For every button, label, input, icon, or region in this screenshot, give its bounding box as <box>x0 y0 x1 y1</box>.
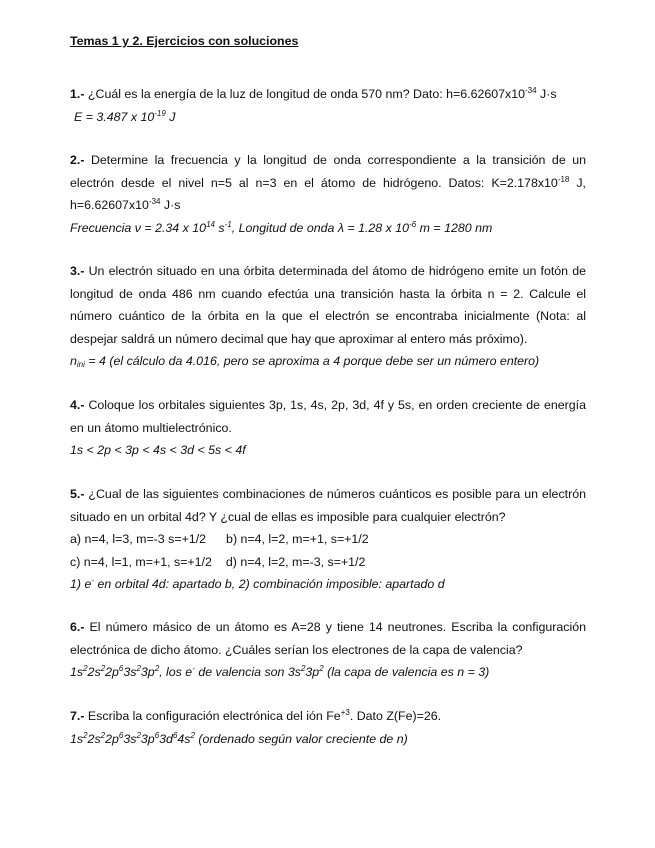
exercise-4-answer: 1s < 2p < 3p < 4s < 3d < 5s < 4f <box>70 443 246 457</box>
exercise-2 <box>70 149 586 239</box>
exercise-2-answer: Frecuencia ν = 2.34 x $10^{14}$ $s^{-1}$, Longitud de onda λ = 1.28 x $10^{-6}$ m = 1280 nm <box>70 219 493 235</box>
exercise-number: 3.- <box>70 264 85 278</box>
exercise-5-answer: 1) e- en orbital 4d: apartado b, 2) combinación imposible: apartado d <box>70 576 445 591</box>
exercise-number: 5.- <box>70 487 85 501</box>
exercise-6 <box>70 616 586 684</box>
exercise-2-question: 2.- Determine la frecuencia y la longitud de onda correspondiente a la transición de un electrón desde el nivel n=5 al n=3 en el átomo de hidrógeno. Datos: $K=2.178x10^{-18}$ J, $h=6.62607x10^{-34}$ J·s <box>70 153 586 212</box>
exercise-4-question: 4.- Coloque los orbitales siguientes 3p, 1s, 4s, 2p, 3d, 4f y 5s, en orden creciente de energía en un átomo multielectrónico. <box>70 398 586 435</box>
exercise-number: 4.- <box>70 398 85 412</box>
nu-symbol: ν <box>134 220 141 235</box>
exercise-6-question: 6.- El número másico de un átomo es A=28 y tiene 14 neutrones. Escriba la configuración electrónica de dicho átomo. ¿Cuáles serían los electrones de la capa de valencia? <box>70 620 586 657</box>
exercise-7-answer: $1s^22s^22p^63s^23p^63d^64s^2$ (ordenado según valor creciente de n) <box>70 730 408 746</box>
exercise-6-answer: $1s^22s^22p^63s^23p^2$, los e- de valencia son $3s^23p^2$ (la capa de valencia es n = 3) <box>70 664 490 679</box>
exercise-7 <box>70 705 586 750</box>
document-title: Temas 1 y 2. Ejercicios con soluciones <box>70 34 299 48</box>
lambda-symbol: λ <box>337 220 344 235</box>
exercise-number: 2.- <box>70 153 85 167</box>
option-b: b) n=4, l=2, m=+1, s=+1/2 <box>226 532 369 546</box>
exercise-number: 6.- <box>70 620 85 634</box>
exercise-3 <box>70 260 586 373</box>
exercise-7-question: 7.- Escriba la configuración electrónica del ión $Fe^{+3}$. Dato Z(Fe)=26. <box>70 708 442 723</box>
exercise-1 <box>70 83 586 128</box>
option-c: c) n=4, l=1, m=+1, s=+1/2 <box>70 554 212 569</box>
option-a: a) n=4, l=3, m=-3 s=+1/2 <box>70 532 207 546</box>
exercise-3-answer: $n_{ini} = 4$ (el cálculo da 4.016, pero se aproxima a 4 porque debe ser un número entero) <box>70 354 540 369</box>
exercise-5-options-row-2 <box>70 551 586 574</box>
exercise-1-answer: E = 3.487 x $10^{-19}$ J <box>74 108 176 124</box>
exercise-5-options-row-1 <box>70 528 586 551</box>
exercise-3-question: 3.- Un electrón situado en una órbita determinada del átomo de hidrógeno emite un fotón de longitud de onda 486 nm cuando efectúa una transición hasta la órbita n = 2. Calcule el número cuántico de la órbita en la que el electrón se encontraba inicialmente (Nota: al despejar saldrá un número decimal que hay que aproximar al entero más próximo). <box>70 264 586 346</box>
exercise-number: 1.- <box>70 87 85 101</box>
exercise-4 <box>70 394 586 462</box>
option-d: d) n=4, l=2, m=-3, s=+1/2 <box>225 554 366 569</box>
exercise-5 <box>70 483 586 596</box>
exercise-5-question: 5.- ¿Cual de las siguientes combinaciones de números cuánticos es posible para un electrón situado en un orbital 4d? Y ¿cual de ellas es imposible para cualquier electrón? <box>70 487 586 524</box>
exercise-1-question: 1.- ¿Cuál es la energía de la luz de longitud de onda 570 nm? Dato: $h=6.62607x10^{-34}$ J·s <box>70 86 557 101</box>
exercise-number: 7.- <box>70 709 85 723</box>
